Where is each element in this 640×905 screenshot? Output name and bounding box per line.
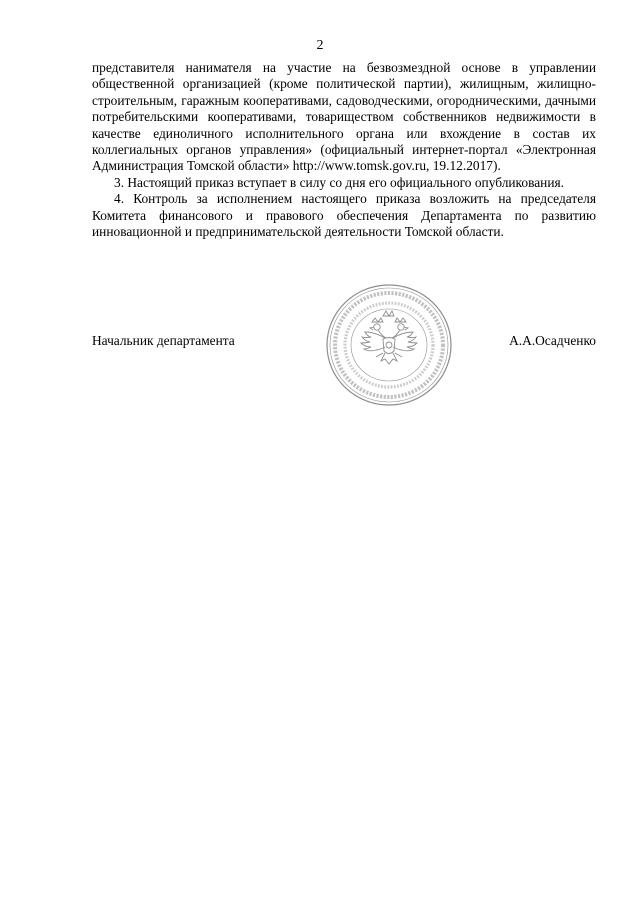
paragraph-item-3: 3. Настоящий приказ вступает в силу со дня его официального опубликования. — [114, 174, 564, 190]
seal-inner-ring — [330, 288, 448, 402]
paragraph-continuation: представителя нанимателя на участие на безвозмездной основе в управлении общественной организацией (кроме политической партии), жилищным, жилищно-строительным, гаражным кооперативами, садоводческими, огородническими, дачными потребительскими кооперативами, товариществом собственников недвижимости в качестве единоличного исполнительного органа или вхождение в состав их коллегиальных органов управления» (официальный интернет-портал «Электронная Администрация Томской области» http://www.tomsk.gov.ru, 19.12.2017). — [92, 60, 596, 174]
page-number: 2 — [316, 38, 324, 53]
official-seal-stamp — [325, 283, 453, 407]
seal-center-ring — [351, 309, 427, 381]
signatory-position: Начальник департамента — [92, 333, 235, 348]
document-body — [92, 60, 596, 240]
paragraph-item-4: 4. Контроль за исполнением настоящего приказа возложить на председателя Комитета финансового и правового обеспечения Департамента по развитию инновационной и предпринимательской деятельности Томской области. — [92, 191, 596, 240]
eagle-emblem-icon — [361, 311, 417, 364]
signatory-name: А.А.Осадченко — [509, 333, 596, 348]
